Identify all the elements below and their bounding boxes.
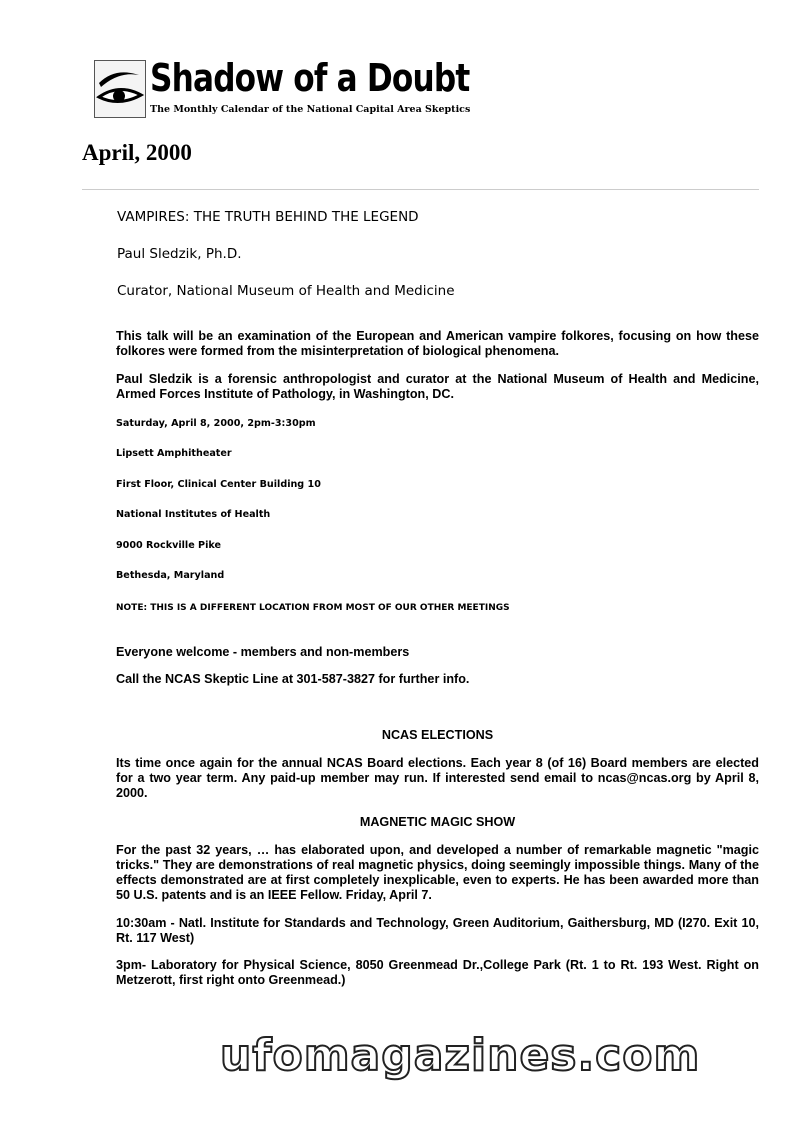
magic-title: MAGNETIC MAGIC SHOW <box>359 815 516 829</box>
event-detail: 9000 Rockville Pike <box>116 540 222 551</box>
event-detail: Saturday, April 8, 2000, 2pm-3:30pm <box>116 418 316 429</box>
event-detail: Bethesda, Maryland <box>116 570 225 581</box>
issue-date: April, 2000 <box>82 140 192 165</box>
talk-title: VAMPIRES: THE TRUTH BEHIND THE LEGEND <box>117 209 419 225</box>
magic-text: For the past 32 years, … has elaborated upon, and developed a number of remarkable magnetic "magic tricks." They are demonstrations of real magnetic physics, doing seemingly impossible things. Many of the effects demonstrated are at first completely inexplicable, even to experts. He has been awarded more than 50 U.S. patents and is an IEEE Fellow. Friday, April 7. <box>116 843 759 902</box>
elections-text: Its time once again for the annual NCAS Board elections. Each year 8 (of 16) Board members are elected for a two year term. Any paid-up member may run. If interested send email to ncas@ncas.org by April 8, 2000. <box>116 756 759 800</box>
talk-abstract: This talk will be an examination of the European and American vampire folkores, focusing on how these folkores were formed from the misinterpretation of biological phenomena. <box>116 329 759 358</box>
eye-icon <box>94 60 146 118</box>
welcome-text: Everyone welcome - members and non-members <box>116 645 410 659</box>
event-detail: First Floor, Clinical Center Building 10 <box>116 479 321 490</box>
location-note: NOTE: THIS IS A DIFFERENT LOCATION FROM MOST OF OUR OTHER MEETINGS <box>116 603 510 613</box>
show-time-1: 10:30am - Natl. Institute for Standards and Technology, Green Auditorium, Gaithersburg, MD (I270. Exit 10, Rt. 117 West) <box>116 916 759 945</box>
contact-text: Call the NCAS Skeptic Line at 301-587-3827 for further info. <box>116 672 470 686</box>
elections-title: NCAS ELECTIONS <box>381 728 494 742</box>
show-time-2: 3pm- Laboratory for Physical Science, 8050 Greenmead Dr.,College Park (Rt. 1 to Rt. 193 West. Right on Metzerott, first right onto Greenmead.) <box>116 958 759 987</box>
logo-title: Shadow of a Doubt <box>150 56 470 100</box>
event-detail: National Institutes of Health <box>116 509 271 520</box>
watermark: ufomagazines.com <box>220 1030 701 1081</box>
speaker: Paul Sledzik, Ph.D. <box>117 246 242 262</box>
speaker-bio: Paul Sledzik is a forensic anthropologist and curator at the National Museum of Health and Medicine, Armed Forces Institute of Pathology, in Washington, DC. <box>116 372 759 401</box>
divider <box>82 189 759 190</box>
event-detail: Lipsett Amphitheater <box>116 448 232 459</box>
affiliation: Curator, National Museum of Health and Medicine <box>117 283 455 299</box>
logo-subtitle: The Monthly Calendar of the National Capital Area Skeptics <box>150 104 471 115</box>
newsletter-logo <box>94 56 471 122</box>
